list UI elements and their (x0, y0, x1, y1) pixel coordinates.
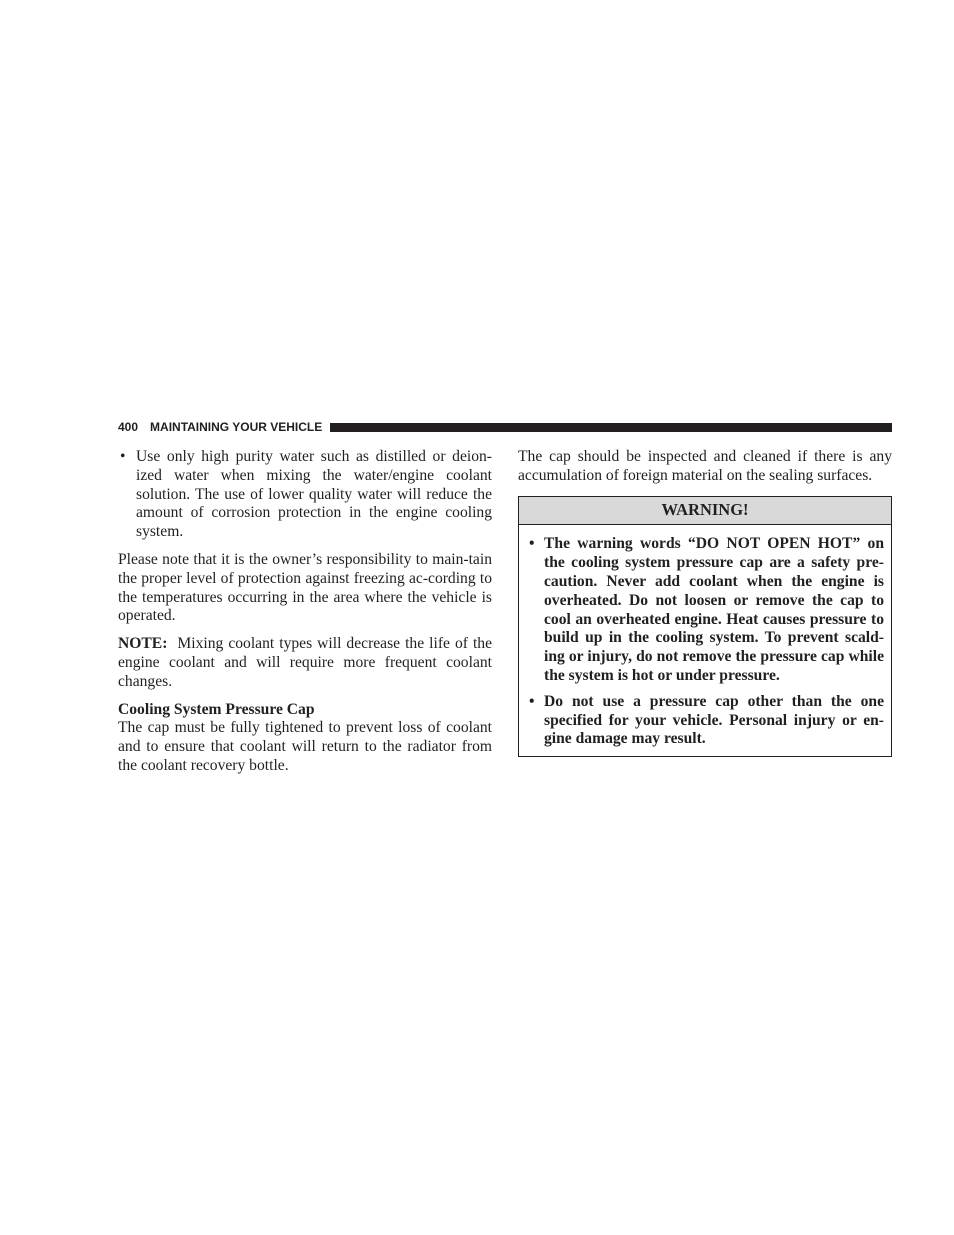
warning-title: WARNING! (519, 497, 891, 526)
left-column (118, 448, 492, 785)
pressure-cap-paragraph: The cap must be fully tightened to prevent loss of coolant and to ensure that coolant will return to the radiator from the coolant recovery bottle. (118, 719, 492, 774)
warning-text: The warning words “DO NOT OPEN HOT” on the cooling system pressure cap are a safety pre-caution. Never add coolant when the engine is overheated. Do not loosen or remove the cap to cool an overheated engine. Heat causes pressure to build up in the cooling system. To prevent scald-ing or injury, do not remove the pressure cap while the system is hot or under pressure. (544, 535, 884, 684)
warning-text: Do not use a pressure cap other than the one specified for your vehicle. Personal injury or en-gine damage may result. (544, 692, 884, 748)
note-paragraph (118, 635, 492, 691)
inspection-paragraph: The cap should be inspected and cleaned if there is any accumulation of foreign material on the sealing surfaces. (518, 448, 892, 484)
right-column (518, 448, 892, 757)
section-title: MAINTAINING YOUR VEHICLE (150, 420, 323, 434)
responsibility-paragraph: Please note that it is the owner’s responsibility to main-tain the proper level of protection against freezing ac-cording to the temperatures occurring in the area where the vehicle is operated. (118, 550, 492, 625)
note-text: Mixing coolant types will decrease the life of the engine coolant and will require more frequent coolant changes. (118, 635, 492, 690)
bullet-icon: • (529, 535, 535, 553)
list-item (118, 448, 492, 542)
warning-body (519, 525, 891, 756)
list-item (527, 535, 884, 685)
bullet-icon: • (120, 448, 126, 465)
bullet-icon: • (529, 692, 535, 710)
section-subheading: Cooling System Pressure Cap (118, 700, 315, 718)
header-rule (330, 423, 892, 432)
warning-box (518, 496, 892, 758)
page-header (118, 419, 892, 435)
page-number: 400 (118, 420, 139, 434)
list-item (527, 693, 884, 749)
bullet-text: Use only high purity water such as distilled or deion-ized water when mixing the water/engine coolant solution. The use of lower quality water will reduce the amount of corrosion protection in the engine cooling system. (136, 448, 492, 541)
note-label: NOTE: (118, 635, 168, 653)
